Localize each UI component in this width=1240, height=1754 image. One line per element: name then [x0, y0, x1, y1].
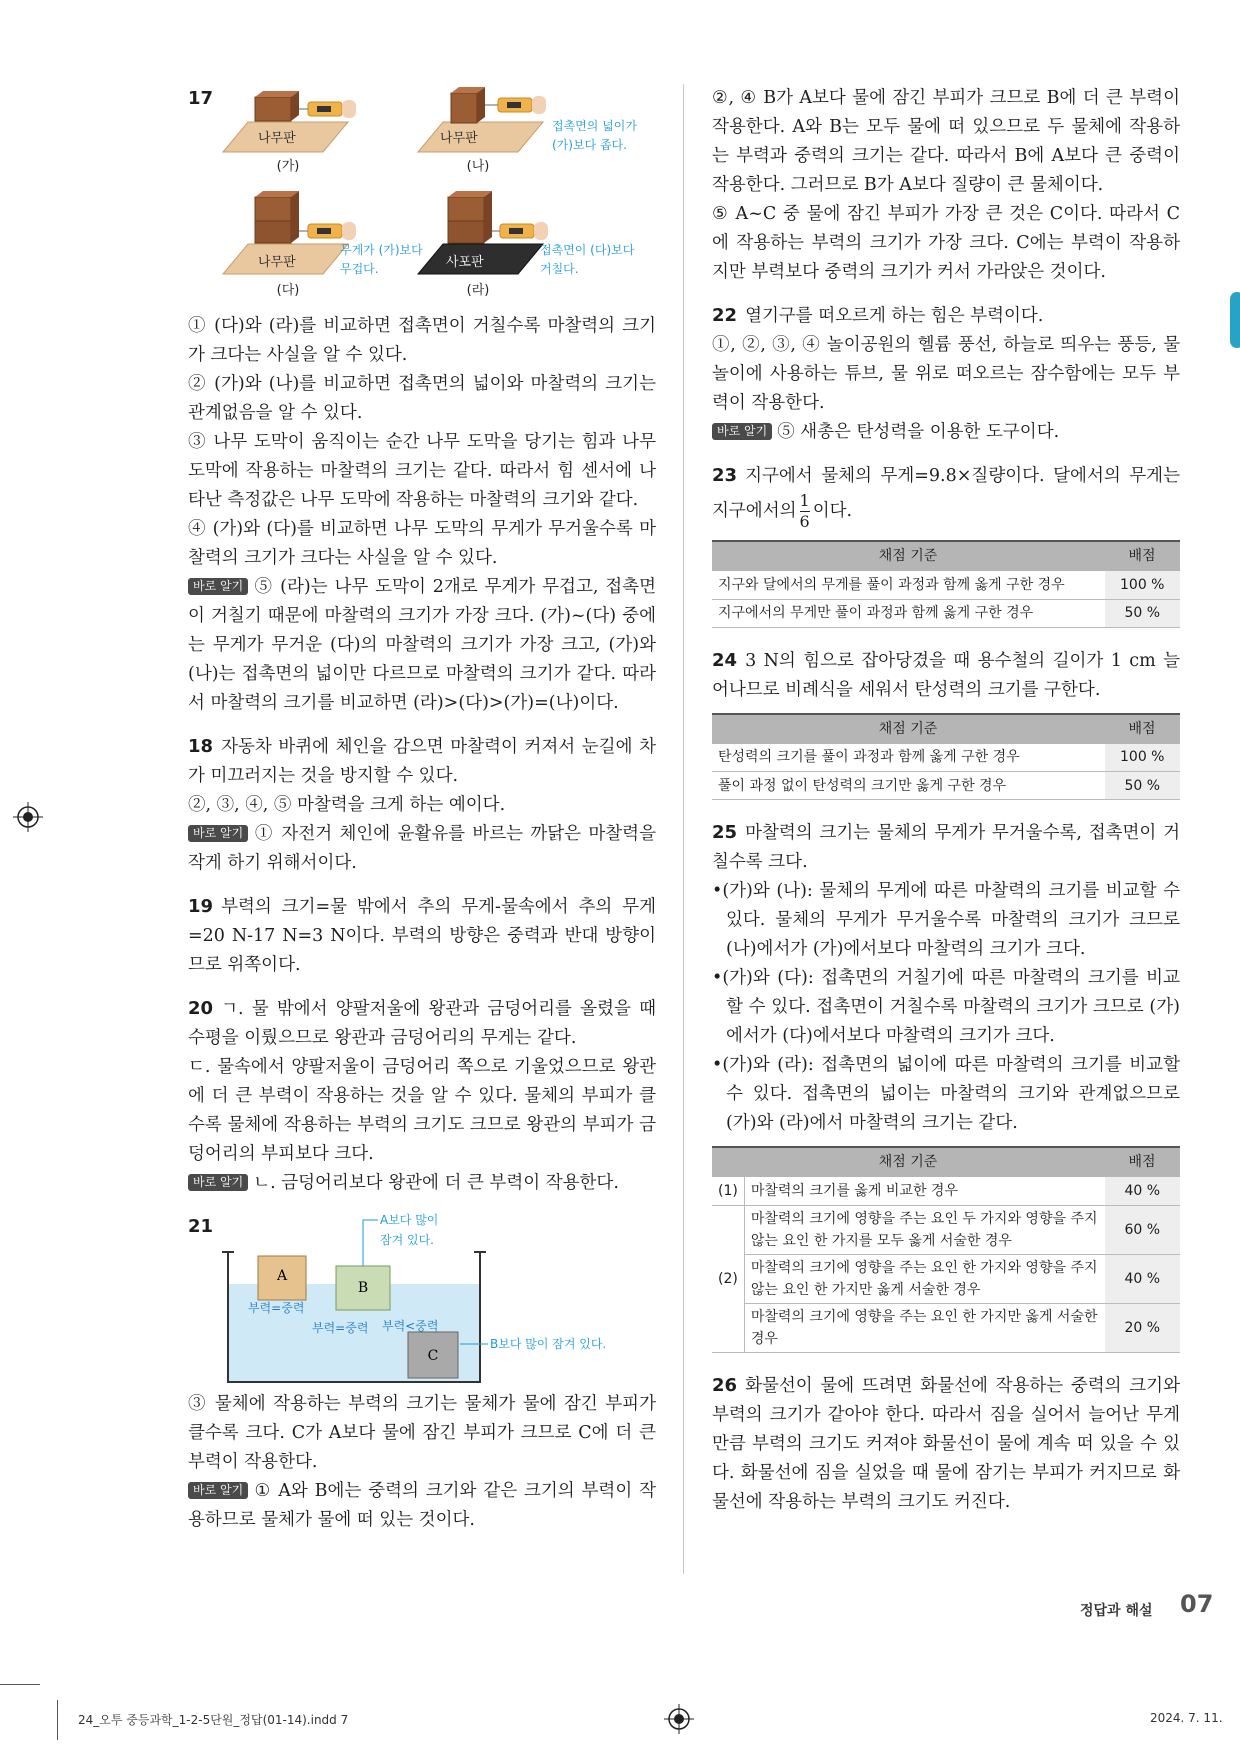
correction-badge: 바로 알기	[188, 1174, 248, 1191]
q20-p3: 바로 알기 ㄴ. 금덩어리보다 왕관에 더 큰 부력이 작용한다.	[188, 1169, 656, 1198]
setup-na	[418, 87, 637, 174]
correction-badge: 바로 알기	[188, 1482, 248, 1499]
q17-p1: ① (다)와 (라)를 비교하면 접촉면이 거칠수록 마찰력의 크기가 크다는 사실을 알 수 있다.	[188, 316, 656, 365]
right-column	[712, 84, 1180, 1531]
q18	[188, 732, 656, 878]
print-date: 2024. 7. 11.	[1150, 1711, 1223, 1725]
q21-cont	[712, 84, 1180, 287]
note-na-2: (가)보다 좁다.	[552, 138, 627, 152]
block-b-label: B	[357, 1280, 369, 1296]
q21-figure	[188, 1212, 656, 1390]
q20-p2: ㄷ. 물속에서 양팔저울이 금덩어리 쪽으로 기울었으므로 왕관에 더 큰 부력이 작용하는 것을 알 수 있다. 물체의 부피가 클수록 물체에 작용하는 부력의 크기도 크므로 왕관의 부피가 금덩어리의 부피보다 크다.	[188, 1057, 656, 1164]
q21-number: 21	[188, 1216, 214, 1237]
q24-number: 24	[712, 649, 738, 671]
q25-b1: •(가)와 (나): 물체의 무게에 따른 마찰력의 크기를 비교할 수 있다. 물체의 무게가 무거울수록 마찰력의 크기가 크므로 (나)에서가 (가)에서보다 마찰력의 크기가 크다.	[712, 881, 1180, 959]
table-header-score: 배점	[1104, 541, 1180, 571]
q25-p1: 25 마찰력의 크기는 물체의 무게가 무거울수록, 접촉면이 거칠수록 크다.	[712, 822, 1180, 872]
q19-p1: 19 부력의 크기=물 밖에서 추의 무게-물속에서 추의 무게 =20 N-17 N=3 N이다. 부력의 방향은 중력과 반대 방향이므로 위쪽이다.	[188, 896, 656, 975]
q19-number: 19	[188, 896, 214, 917]
crop-mark	[57, 1700, 58, 1740]
label-ga: (가)	[276, 159, 300, 174]
force-c: 부력<중력	[382, 1319, 439, 1333]
table-row: 마찰력의 크기에 영향을 주는 요인 한 가지만 옳게 서술한 경우 20 %	[712, 1303, 1180, 1352]
q24-scoring-table	[712, 713, 1180, 801]
q23-number: 23	[712, 465, 738, 486]
fraction-one-sixth: $\frac{1}{6}$	[799, 491, 810, 531]
left-column	[188, 84, 656, 1549]
q22-p2: ①, ②, ③, ④ 놀이공원의 헬륨 풍선, 하늘로 띄우는 풍등, 물놀이에 사용하는 튜브, 물 위로 떠오르는 잠수함에는 모두 부력이 작용한다.	[712, 335, 1180, 413]
file-name: 24_오투 중등과학_1-2-5단원_정답(01-14).indd 7	[78, 1713, 349, 1727]
q22-number: 22	[712, 305, 738, 326]
q26	[712, 1371, 1180, 1517]
table-header-score: 배점	[1104, 714, 1180, 744]
label-na: (나)	[466, 159, 490, 174]
label-da: (다)	[276, 283, 300, 298]
table-row: (2) 마찰력의 크기에 영향을 주는 요인 두 가지와 영향을 주지 않는 요인 한 가지를 모두 옳게 서술한 경우 60 %	[712, 1205, 1180, 1254]
q18-p3: 바로 알기 ① 자전거 체인에 윤활유를 바르는 까닭은 마찰력을 작게 하기 위해서이다.	[188, 824, 656, 873]
table-row: 지구와 달에서의 무게를 풀이 과정과 함께 옳게 구한 경우 100 %	[712, 571, 1180, 599]
q22-p1: 22 열기구를 떠오르게 하는 힘은 부력이다.	[712, 305, 1044, 326]
footer-label: 정답과 해설	[1080, 1603, 1153, 1619]
q25	[712, 818, 1180, 1353]
q17-p5: 바로 알기 ⑤ (라)는 나무 도막이 2개로 무게가 무겁고, 접촉면이 거칠기 때문에 마찰력의 크기가 가장 크다. (가)~(다) 중에는 무게가 무거운 (다)의 마찰력의 크기가 가장 크고, (가)와 (나)는 접촉면의 넓이만 다르므로 마찰력의 크기가 같다. 따라서 마찰력의 크기를 비교하면 (라)>(다)>(가)=(나)이다.	[188, 577, 656, 713]
table-row: 탄성력의 크기를 풀이 과정과 함께 옳게 구한 경우 100 %	[712, 744, 1180, 772]
q20-number: 20	[188, 998, 214, 1019]
q19	[188, 892, 656, 980]
q17-figure	[188, 84, 656, 312]
note-b-2: 잠겨 있다.	[380, 1233, 434, 1247]
force-b: 부력=중력	[312, 1321, 369, 1335]
q25-b2: •(가)와 (다): 접촉면의 거칠기에 따른 마찰력의 크기를 비교할 수 있다. 접촉면이 거칠수록 마찰력의 크기가 크므로 (가)에서가 (다)에서보다 마찰력의 크기가 크다.	[712, 968, 1180, 1046]
note-da-2: 무겁다.	[340, 262, 379, 276]
buoyancy-tank-diagram	[188, 1212, 656, 1390]
q25-scoring-table	[712, 1146, 1180, 1353]
table-row: 지구에서의 무게만 풀이 과정과 함께 옳게 구한 경우 50 %	[712, 599, 1180, 627]
correction-badge: 바로 알기	[712, 423, 772, 440]
note-na-1: 접촉면의 넓이가	[552, 119, 637, 133]
block-c-label: C	[427, 1348, 439, 1364]
correction-badge: 바로 알기	[188, 578, 248, 595]
q22	[712, 301, 1180, 447]
correction-badge: 바로 알기	[188, 825, 248, 842]
column-divider	[683, 84, 684, 1574]
table-header-criteria: 채점 기준	[712, 1147, 1104, 1177]
setup-da	[223, 191, 423, 298]
q17	[188, 84, 656, 718]
table-header-criteria: 채점 기준	[712, 714, 1104, 744]
label-sand-ra: 사포판	[446, 255, 484, 270]
note-ra-1: 접촉면이 (다)보다	[540, 243, 635, 257]
force-a: 부력=중력	[248, 1301, 305, 1315]
q17-number: 17	[188, 88, 214, 109]
label-wood-da: 나무판	[258, 255, 296, 270]
q21-p3: ②, ④ B가 A보다 물에 잠긴 부피가 크므로 B에 더 큰 부력이 작용한다. A와 B는 모두 물에 떠 있으므로 두 물체에 작용하는 부력과 중력의 크기는 같다. 따라서 B에 A보다 큰 중력이 작용한다. 그러므로 B가 A보다 질량이 큰 물체이다.	[712, 88, 1180, 195]
q21-p2: 바로 알기 ① A와 B에는 중력의 크기와 같은 크기의 부력이 작용하므로 물체가 물에 떠 있는 것이다.	[188, 1481, 656, 1530]
crop-mark	[0, 1684, 40, 1685]
q18-p2: ②, ③, ④, ⑤ 마찰력을 크게 하는 예이다.	[188, 795, 506, 815]
q24-p1: 24 3 N의 힘으로 잡아당겼을 때 용수철의 길이가 1 cm 늘어나므로 비례식을 세워서 탄성력의 크기를 구한다.	[712, 649, 1180, 700]
q18-number: 18	[188, 736, 214, 757]
setup-ga	[223, 91, 356, 174]
q25-number: 25	[712, 822, 738, 843]
label-ra: (라)	[466, 283, 490, 298]
friction-experiment-diagram	[188, 84, 656, 312]
q17-p2: ② (가)와 (나)를 비교하면 접촉면의 넓이와 마찰력의 크기는 관계없음을 알 수 있다.	[188, 374, 656, 423]
q21	[188, 1212, 656, 1535]
q22-p3: 바로 알기 ⑤ 새총은 탄성력을 이용한 도구이다.	[712, 418, 1180, 447]
q26-p1: 26 화물선이 물에 뜨려면 화물선에 작용하는 중력의 크기와 부력의 크기가 같아야 한다. 따라서 짐을 실어서 늘어난 무게만큼 부력의 크기도 커져야 화물선이 물에 계속 떠 있을 수 있다. 화물선에 짐을 실었을 때 물에 잠기는 부피가 커지므로 화물선에 작용하는 부력의 크기도 커진다.	[712, 1374, 1180, 1512]
registration-mark-icon	[664, 1704, 694, 1734]
note-b-1: A보다 많이	[380, 1213, 439, 1227]
q23	[712, 461, 1180, 628]
note-ra-2: 거칠다.	[540, 262, 579, 276]
q17-p3: ③ 나무 도막이 움직이는 순간 나무 도막을 당기는 힘과 나무 도막에 작용하는 마찰력의 크기는 같다. 따라서 힘 센서에 나타난 측정값은 나무 도막에 작용하는 마찰력의 크기와 같다.	[188, 432, 656, 510]
q23-p1: 23 지구에서 물체의 무게=9.8×질량이다. 달에서의 무게는 지구에서의 $\frac{1}{6}$ 이다.	[712, 465, 1180, 531]
table-row: 풀이 과정 없이 탄성력의 크기만 옳게 구한 경우 50 %	[712, 772, 1180, 800]
table-row: (1) 마찰력의 크기를 옳게 비교한 경우 40 %	[712, 1177, 1180, 1205]
table-header-score: 배점	[1104, 1147, 1180, 1177]
table-header-criteria: 채점 기준	[712, 541, 1104, 571]
q20-p1: 20 ㄱ. 물 밖에서 양팔저울에 왕관과 금덩어리를 올렸을 때 수평을 이뤘으므로 왕관과 금덩어리의 무게는 같다.	[188, 998, 656, 1048]
q24	[712, 646, 1180, 801]
q25-b3: •(가)와 (라): 접촉면의 넓이에 따른 마찰력의 크기를 비교할 수 있다. 접촉면의 넓이는 마찰력의 크기와 관계없으므로 (가)와 (라)에서 마찰력의 크기는 같다.	[712, 1055, 1180, 1133]
q17-p4: ④ (가)와 (다)를 비교하면 나무 도막의 무게가 무거울수록 마찰력의 크기가 크다는 사실을 알 수 있다.	[188, 519, 656, 568]
q18-p1: 18 자동차 바퀴에 체인을 감으면 마찰력이 커져서 눈길에 차가 미끄러지는 것을 방지할 수 있다.	[188, 736, 656, 786]
label-wood-na: 나무판	[440, 131, 478, 146]
note-c: B보다 많이 잠겨 있다.	[490, 1337, 607, 1351]
note-da-1: 무게가 (가)보다	[340, 243, 423, 257]
setup-ra	[418, 191, 635, 298]
block-a-label: A	[276, 1268, 288, 1284]
q23-scoring-table	[712, 540, 1180, 628]
side-tab	[1230, 292, 1240, 348]
page-number: 07	[1180, 1590, 1214, 1618]
label-wood-ga: 나무판	[258, 131, 296, 146]
registration-mark-icon	[13, 802, 43, 832]
q20	[188, 994, 656, 1198]
q21-p1: ③ 물체에 작용하는 부력의 크기는 물체가 물에 잠긴 부피가 클수록 크다. C가 A보다 물에 잠긴 부피가 크므로 C에 더 큰 부력이 작용한다.	[188, 1394, 656, 1472]
q26-number: 26	[712, 1374, 738, 1396]
table-row: 마찰력의 크기에 영향을 주는 요인 한 가지와 영향을 주지 않는 요인 한 가지만 옳게 서술한 경우 40 %	[712, 1254, 1180, 1303]
q21-p4: ⑤ A~C 중 물에 잠긴 부피가 가장 큰 것은 C이다. 따라서 C에 작용하는 부력의 크기가 가장 크다. C에는 부력이 작용하지만 부력보다 중력의 크기가 커서 가라앉은 것이다.	[712, 204, 1180, 282]
